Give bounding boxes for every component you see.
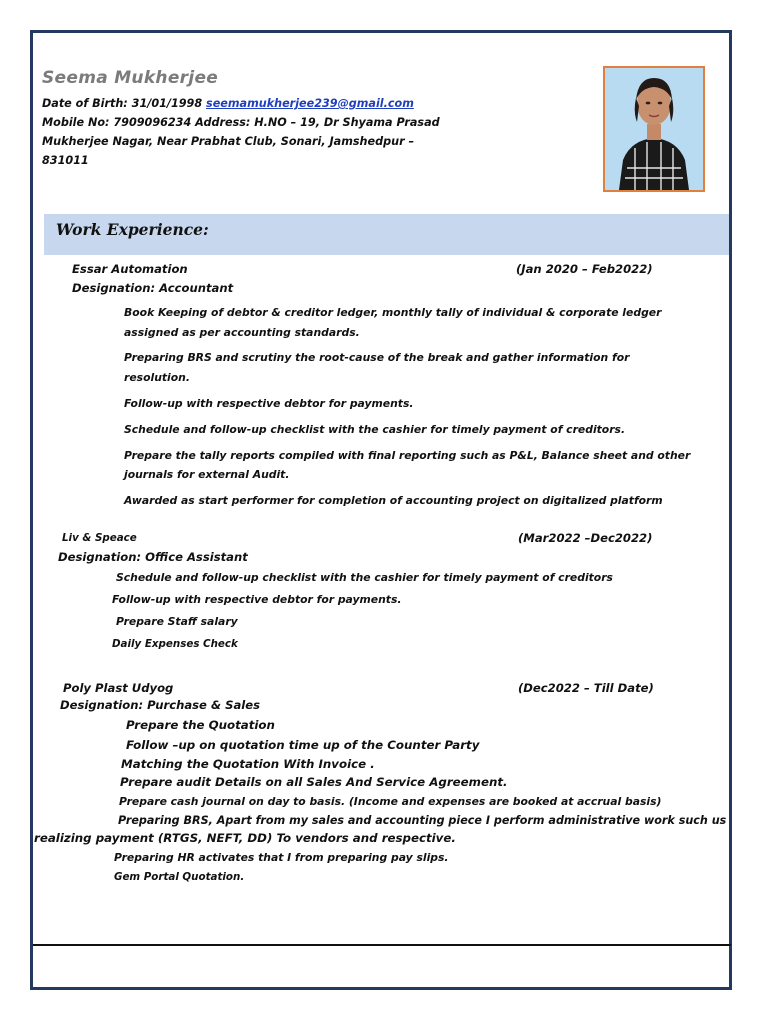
duty-line: Prepare the Quotation — [126, 718, 275, 732]
duty-line: realizing payment (RTGS, NEFT, DD) To vendors and respective. — [34, 831, 456, 845]
job-company: Poly Plast Udyog — [63, 681, 174, 695]
duty-line: Prepare audit Details on all Sales And Service Agreement. — [120, 775, 508, 789]
candidate-name: Seema Mukherjee — [42, 68, 219, 88]
duty-line: journals for external Audit. — [124, 468, 290, 481]
job-company: Essar Automation — [72, 262, 188, 276]
address-line-2: Mukherjee Nagar, Near Prabhat Club, Sonari, Jamshedpur – — [42, 135, 415, 148]
dob-text: Date of Birth: 31/01/1998 — [42, 97, 203, 110]
duty-line: Book Keeping of debtor & creditor ledger, monthly tally of individual & corporate ledger — [124, 306, 662, 319]
job-designation: Designation: Accountant — [72, 281, 234, 295]
duty-line: Matching the Quotation With Invoice . — [121, 757, 375, 771]
duty-line: Follow-up with respective debtor for payments. — [124, 397, 414, 410]
job-designation: Designation: Purchase & Sales — [60, 698, 261, 712]
footer-divider — [33, 944, 731, 946]
duty-line: Preparing BRS and scrutiny the root-cause of the break and gather information for — [124, 351, 630, 364]
job-period: (Jan 2020 – Feb2022) — [516, 262, 653, 276]
section-header-bar — [44, 214, 729, 255]
duty-line: resolution. — [124, 371, 190, 384]
duty-line: Prepare the tally reports compiled with final reporting such as P&L, Balance sheet and other — [124, 449, 691, 462]
duty-line: Preparing BRS, Apart from my sales and accounting piece I perform administrative work such us — [118, 813, 727, 827]
profile-photo — [603, 66, 705, 192]
duty-line: Daily Expenses Check — [112, 638, 238, 650]
job-company: Liv & Speace — [62, 532, 137, 544]
duty-line: Gem Portal Quotation. — [114, 871, 245, 883]
job-period: (Dec2022 – Till Date) — [518, 681, 654, 695]
duty-line: Follow-up with respective debtor for payments. — [112, 593, 402, 606]
address-line-3: 831011 — [42, 154, 89, 167]
dob-email-line — [42, 97, 414, 110]
contact-address-line: Mobile No: 7909096234 Address: H.NO – 19, Dr Shyama Prasad — [42, 116, 440, 129]
duty-line: Preparing HR activates that I from preparing pay slips. — [114, 851, 449, 864]
duty-line: Schedule and follow-up checklist with the cashier for timely payment of creditors — [116, 571, 613, 584]
duty-line: assigned as per accounting standards. — [124, 326, 360, 339]
job-designation: Designation: Office Assistant — [58, 550, 248, 564]
section-title: Work Experience: — [56, 220, 209, 239]
duty-line: Schedule and follow-up checklist with the cashier for timely payment of creditors. — [124, 423, 626, 436]
duty-line: Prepare cash journal on day to basis. (Income and expenses are booked at accrual basis) — [119, 795, 662, 808]
duty-line: Prepare Staff salary — [116, 615, 238, 628]
job-period: (Mar2022 –Dec2022) — [518, 531, 653, 545]
duty-line: Follow –up on quotation time up of the Counter Party — [126, 738, 480, 752]
email-link[interactable]: seemamukherjee239@gmail.com — [206, 97, 414, 110]
duty-line: Awarded as start performer for completion of accounting project on digitalized platform — [124, 494, 663, 507]
